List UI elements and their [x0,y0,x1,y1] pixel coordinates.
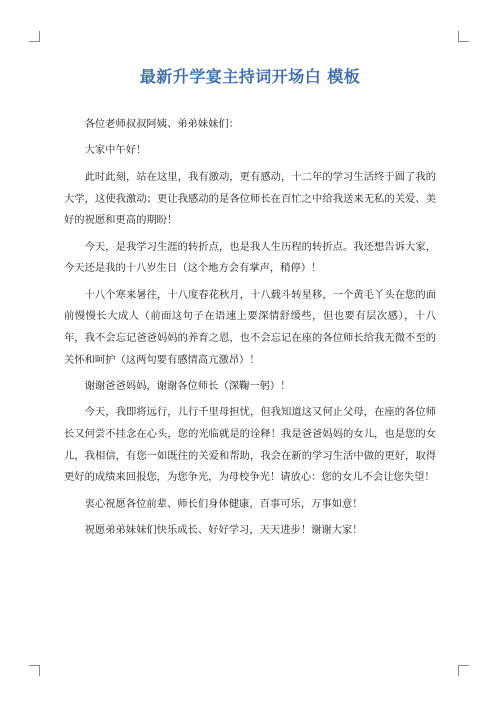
paragraph: 谢谢爸爸妈妈，谢谢各位师长（深鞠一躬）！ [84,379,291,392]
paragraph: 衷心祝愿各位前辈、师长们身体健康，百事可乐，万事如意！ [84,497,363,510]
crop-mark-bottom-right [458,665,469,676]
paragraph: 十八个寒来暑往，十八度春花秋月，十八载斗转星移，一个黄毛丫头在您的面前慢慢长大成人（前面这句子在语速上要深情舒缓些，但也要有层次感），十八年，我不会忘记爸爸妈妈的养育之恩，也不会忘记在座的各位师长给我无微不至的关怀和呵护（这两句要有感情高亢激昂）！ [64,288,436,366]
paragraph: 今天，我即将远行，儿行千里母担忧，但我知道这又何止父母，在座的各位师长又何尝不挂念在心头，您的光临就是的诠释！我是爸爸妈妈的女儿，也是您的女儿，我相信，有您一如既往的关爱和帮助，我会在新的学习生活中做的更好，取得更好的成绩来回报您，为您争光，为母校争光！请放心：您的女儿不会让您失望！ [64,406,436,484]
crop-mark-top-right [458,31,469,42]
document-body [64,114,436,547]
paragraph-hello: 大家中午好！ [84,144,147,157]
paragraph: 今天，是我学习生涯的转折点，也是我人生历程的转折点。我还想告诉大家，今天还是我的十八岁生日（这个地方会有掌声，稍停）！ [64,240,436,275]
crop-mark-bottom-left [29,665,40,676]
crop-mark-top-left [29,31,40,42]
paragraph-closing: 祝愿弟弟妹妹们快乐成长、好好学习，天天进步！谢谢大家！ [84,524,363,537]
paragraph-greeting: 各位老师叔叔阿姨、弟弟妹妹们： [84,118,240,130]
paragraph: 此时此刻，站在这里，我有激动，更有感动，十二年的学习生活终于圆了我的大学，这使我激动；更让我感动的是各位师长在百忙之中给我送来无私的关爱、美好的祝愿和更高的期盼！ [64,170,436,227]
document-title: 最新升学宴主持词开场白 模板 [139,67,361,86]
